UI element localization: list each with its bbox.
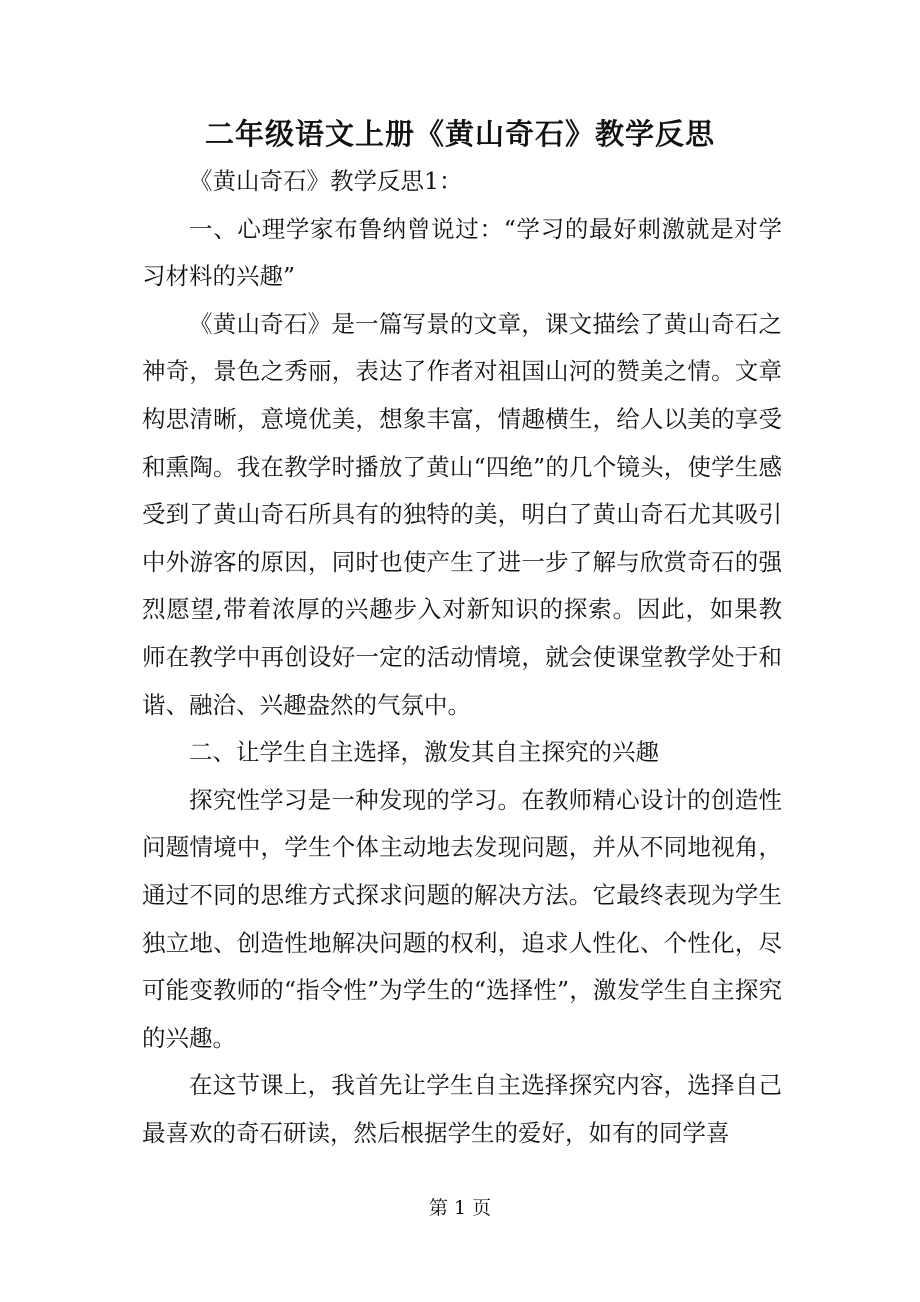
page-number: 第 1 页 (428, 1197, 492, 1219)
paragraph-subtitle: 《黄山奇石》教学反思1： (189, 167, 463, 195)
paragraph-point-one-heading: 一、心理学家布鲁纳曾说过：“学习的最好刺激就是对学习材料的兴趣” (142, 214, 782, 291)
paragraph-inquiry-learning: 探究性学习是一种发现的学习。在教师精心设计的创造性问题情境中，学生个体主动地去发现问题，并从不同地视角，通过不同的思维方式探求问题的解决方法。它最终表现为学生独立地、创造性地解决问题的权利，追求人性化、个性化，尽可能变教师的“指令性”为学生的“选择性”，激发学生自主探究的兴趣。 (142, 785, 782, 1052)
paragraph-point-two-heading: 二、让学生自主选择，激发其自主探究的兴趣 (189, 738, 659, 767)
paragraph-lesson-practice: 在这节课上，我首先让学生自主选择探究内容，选择自己最喜欢的奇石研读，然后根据学生的爱好，如有的同学喜 (142, 1071, 782, 1147)
document-title: 二年级语文上册《黄山奇石》教学反思 (204, 117, 715, 151)
document-body (142, 158, 782, 1157)
paragraph-text-intro: 《黄山奇石》是一篇写景的文章，课文描绘了黄山奇石之神奇，景色之秀丽，表达了作者对祖国山河的赞美之情。文章构思清晰，意境优美，想象丰富，情趣横生，给人以美的享受和熏陶。我在教学时播放了黄山“四绝”的几个镜头，使学生感受到了黄山奇石所具有的独特的美，明白了黄山奇石尤其吸引中外游客的原因，同时也使产生了进一步了解与欣赏奇石的强烈愿望,带着浓厚的兴趣步入对新知识的探索。因此，如果教师在教学中再创设好一定的活动情境，就会使课堂教学处于和谐、融洽、兴趣盎然的气氛中。 (142, 309, 782, 719)
